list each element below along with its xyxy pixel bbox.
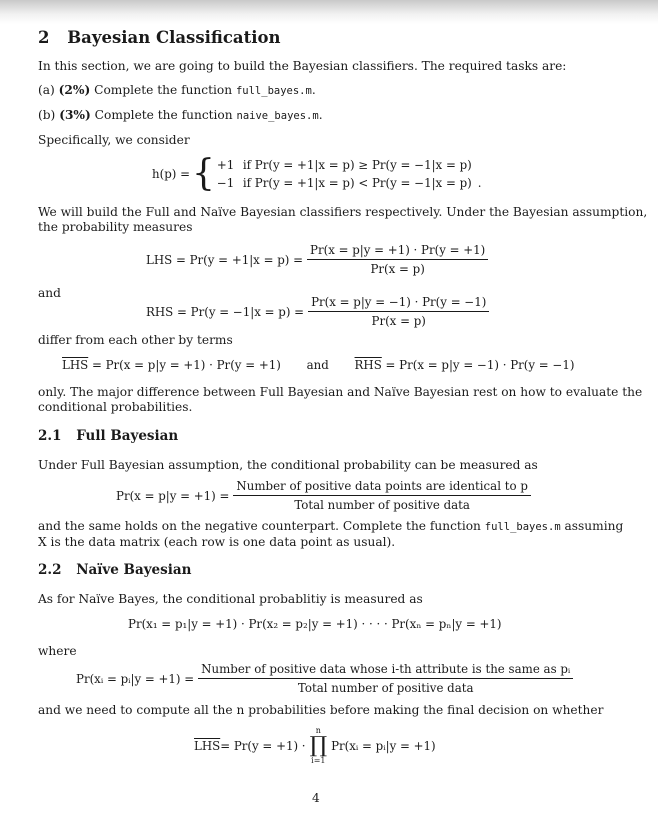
where-word: where — [38, 644, 77, 658]
consider-text: Specifically, we consider — [38, 133, 190, 147]
subsection-naive-heading — [38, 562, 191, 578]
negative-line-1a: and the same holds on the negative counterpart. Complete the function — [38, 519, 481, 533]
attribute-denominator: Total number of positive data — [297, 681, 474, 695]
product-lower: i=1 — [311, 756, 326, 765]
section-heading — [38, 28, 281, 47]
and-word: and — [38, 286, 61, 300]
lhs-fraction — [307, 243, 488, 276]
attribute-left: Pr(xᵢ = pᵢ|y = +1) = — [76, 671, 195, 686]
rhs-fraction — [308, 295, 489, 328]
lhs-numerator: Pr(x = p|y = +1) · Pr(y = +1) — [307, 243, 488, 260]
full-fraction — [233, 479, 530, 512]
product-operator — [310, 726, 328, 766]
task-a-end: . — [311, 83, 316, 97]
attribute-numerator: Number of positive data whose i-th attribute is the same as pᵢ — [198, 662, 573, 679]
full-numerator: Number of positive data points are identical to p — [233, 479, 530, 496]
cases-brace: { — [192, 153, 215, 194]
full-equation — [116, 479, 531, 512]
intro-paragraph: In this section, we are going to build the Bayesian classifiers. The required tasks are: — [38, 59, 567, 73]
cases-block — [217, 156, 482, 192]
full-left: Pr(x = p|y = +1) = — [116, 488, 230, 503]
task-b-weight: (3%) — [59, 108, 91, 122]
terms-equation — [62, 358, 574, 372]
naive-text: As for Naïve Bayes, the conditional probablitiy is measured as — [38, 592, 423, 606]
task-b-text: Complete the function — [94, 108, 233, 122]
case1-condition: if Pr(y = +1|x = p) ≥ Pr(y = −1|x = p) — [242, 158, 472, 172]
negative-paragraph — [38, 519, 623, 550]
build-line-2: the probability measures — [38, 220, 193, 234]
page-number: 4 — [312, 791, 320, 805]
negative-line-2: X is the data matrix (each row is one data point as usual). — [38, 535, 396, 549]
rhs-term: = Pr(x = p|y = −1) · Pr(y = −1) — [381, 358, 575, 372]
subsection-naive-title: Naïve Bayesian — [76, 562, 192, 578]
cases-end: . — [477, 176, 482, 190]
rhs-numerator: Pr(x = p|y = −1) · Pr(y = −1) — [308, 295, 489, 312]
negative-line-1b: assuming — [564, 519, 624, 533]
task-b-end: . — [318, 108, 323, 122]
subsection-full-heading — [38, 428, 178, 444]
task-a-code: full_bayes.m — [235, 85, 312, 97]
full-text: Under Full Bayesian assumption, the conditional probability can be measured as — [38, 458, 538, 472]
rhs-left: RHS = Pr(y = −1|x = p) = — [146, 304, 305, 319]
task-a — [38, 83, 316, 99]
case2-value: −1 — [216, 176, 235, 190]
final-rest: Pr(xᵢ = pᵢ|y = +1) — [331, 739, 436, 753]
h-lhs: h(p) = — [152, 167, 190, 181]
final-equation — [194, 726, 436, 766]
terms-and: and — [306, 358, 329, 372]
naive-equation: Pr(x₁ = p₁|y = +1) · Pr(x₂ = p₂|y = +1) · · · · Pr(xₙ = pₙ|y = +1) — [128, 617, 502, 631]
full-denominator: Total number of positive data — [294, 498, 470, 512]
task-a-label: (a) — [38, 83, 55, 97]
attribute-equation — [76, 662, 573, 695]
subsection-full-number: 2.1 — [38, 428, 62, 444]
product-symbol: ∏ — [309, 733, 328, 758]
build-line-1: We will build the Full and Naïve Bayesian classifiers respectively. Under the Bayesian assumption, — [38, 205, 648, 219]
case1-value: +1 — [216, 158, 235, 172]
rhs-tilde-name: $\overline{RHS}$ — [354, 358, 382, 372]
only-paragraph — [38, 385, 642, 415]
subsection-naive-number: 2.2 — [38, 562, 62, 578]
task-b-label: (b) — [38, 108, 56, 122]
build-paragraph — [38, 205, 647, 235]
rhs-denominator: Pr(x = p) — [371, 314, 426, 328]
lhs-denominator: Pr(x = p) — [370, 262, 425, 276]
lhs-equation — [146, 243, 488, 276]
task-b-code: naive_bayes.m — [236, 110, 319, 122]
negative-code: full_bayes.m — [484, 521, 561, 533]
task-a-text: Complete the function — [94, 83, 233, 97]
final-mid: = Pr(y = +1) · — [220, 739, 306, 753]
differ-text: differ from each other by terms — [38, 333, 233, 347]
rhs-equation — [146, 295, 489, 328]
section-title: Bayesian Classification — [67, 28, 281, 47]
only-line-2: conditional probabilities. — [38, 400, 193, 414]
h-definition — [152, 153, 482, 194]
attribute-fraction — [198, 662, 573, 695]
subsection-full-title: Full Bayesian — [76, 428, 179, 444]
final-lhs-name: $\overline{LHS}$ — [194, 739, 221, 753]
task-a-weight: (2%) — [58, 83, 91, 97]
compute-text: and we need to compute all the n probabilities before making the final decision on whether — [38, 703, 604, 717]
section-number: 2 — [38, 28, 50, 47]
task-b — [38, 108, 323, 124]
product-upper: n — [315, 726, 321, 735]
case2-condition: if Pr(y = +1|x = p) < Pr(y = −1|x = p) — [242, 176, 472, 190]
lhs-left: LHS = Pr(y = +1|x = p) = — [146, 252, 304, 267]
lhs-term: = Pr(x = p|y = +1) · Pr(y = +1) — [88, 358, 281, 372]
lhs-tilde-name: $\overline{LHS}$ — [62, 358, 89, 372]
only-line-1: only. The major difference between Full Bayesian and Naïve Bayesian rest on how to evaluate the — [38, 385, 643, 399]
